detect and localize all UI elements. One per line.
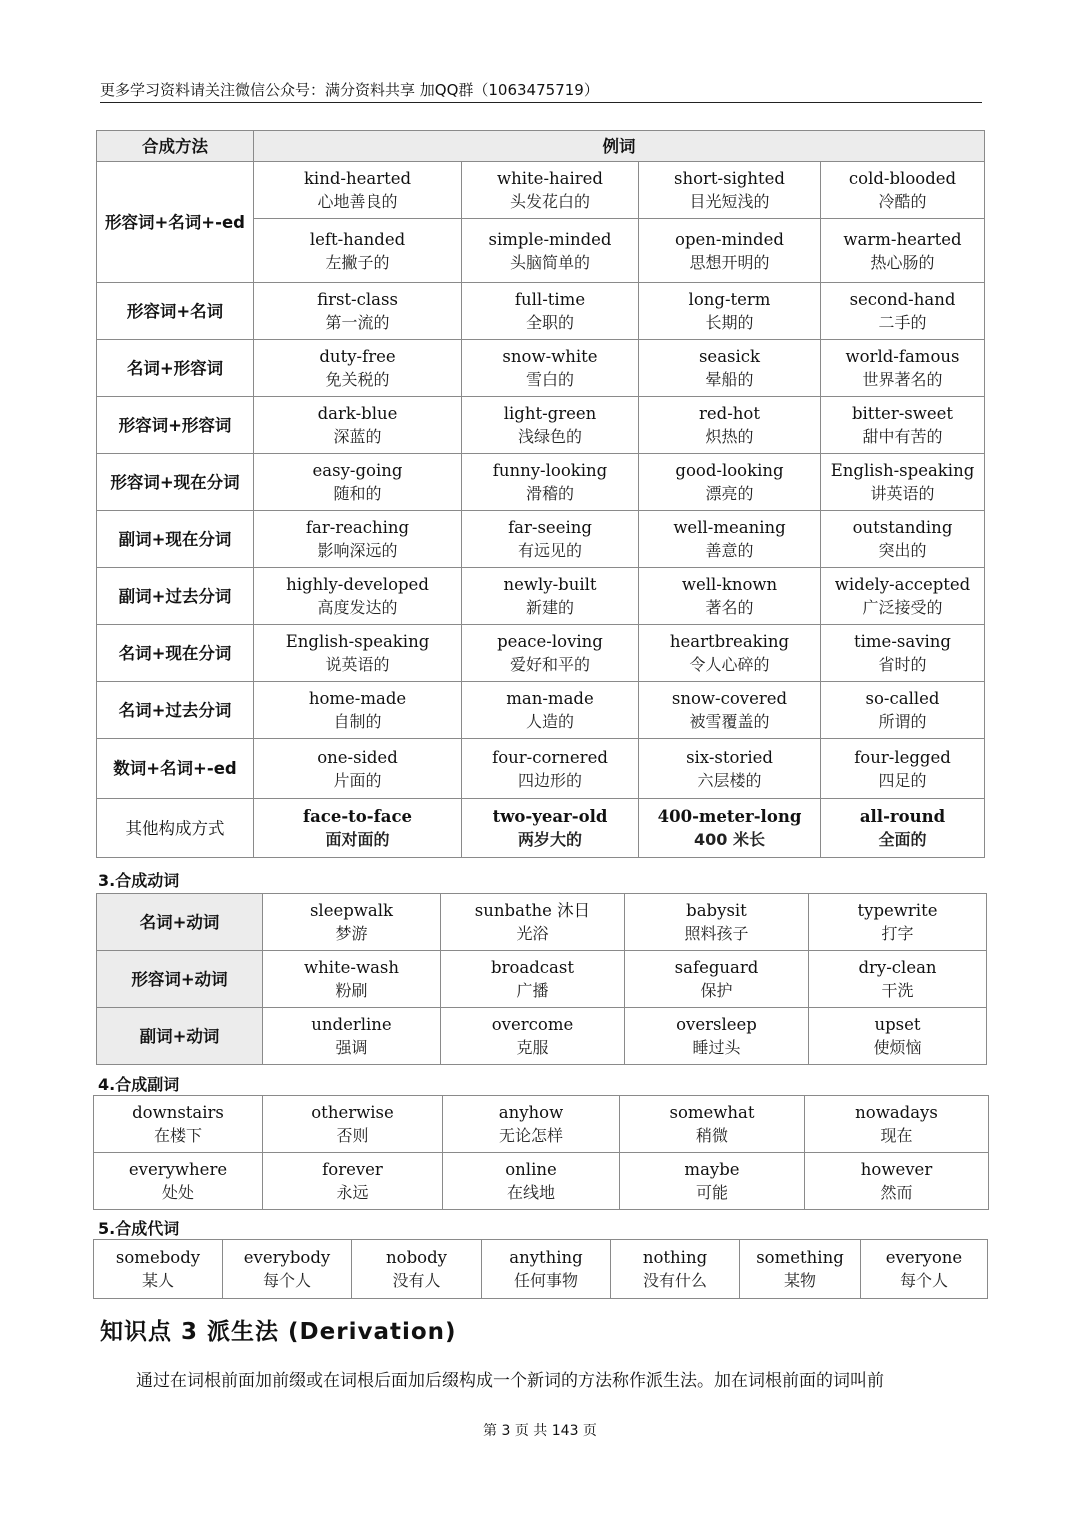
- compound-adjective-table: [96, 130, 985, 858]
- word-cell: four-legged 四足的: [821, 739, 985, 799]
- word-cell: cold-blooded 冷酷的: [821, 162, 985, 219]
- row-label: 形容词+名词+-ed: [97, 162, 254, 283]
- word-cell: bitter-sweet 甜中有苦的: [821, 397, 985, 454]
- word-cell: home-made 自制的: [254, 682, 462, 739]
- word-cell: forever 永远: [263, 1153, 443, 1210]
- word-cell: white-wash 粉刷: [263, 951, 441, 1008]
- word-cell: downstairs 在楼下: [94, 1096, 263, 1153]
- word-cell: red-hot 炽热的: [639, 397, 821, 454]
- word-cell: man-made 人造的: [462, 682, 639, 739]
- word-cell: simple-minded 头脑简单的: [462, 219, 639, 283]
- word-cell: left-handed 左撇子的: [254, 219, 462, 283]
- word-cell: anything 任何事物: [482, 1240, 611, 1299]
- word-cell: dark-blue 深蓝的: [254, 397, 462, 454]
- row-label: 副词+过去分词: [97, 568, 254, 625]
- header-examples: 例词: [254, 131, 985, 162]
- word-cell: well-meaning 善意的: [639, 511, 821, 568]
- word-cell: second-hand 二手的: [821, 283, 985, 340]
- word-cell: oversleep 睡过头: [625, 1008, 809, 1065]
- word-cell: online 在线地: [443, 1153, 620, 1210]
- word-cell: one-sided 片面的: [254, 739, 462, 799]
- body-paragraph: 通过在词根前面加前缀或在词根后面加后缀构成一个新词的方法称作派生法。加在词根前面的词叫前: [136, 1371, 884, 1391]
- word-cell: snow-covered 被雪覆盖的: [639, 682, 821, 739]
- word-cell: short-sighted 目光短浅的: [639, 162, 821, 219]
- word-cell: everywhere 处处: [94, 1153, 263, 1210]
- word-cell: far-seeing 有远见的: [462, 511, 639, 568]
- section-title-compound-pronouns: 5.合成代词: [98, 1219, 180, 1238]
- word-cell: six-storied 六层楼的: [639, 739, 821, 799]
- row-label: 名词+动词: [97, 894, 263, 951]
- word-cell: overcome 克服: [441, 1008, 625, 1065]
- word-cell: underline 强调: [263, 1008, 441, 1065]
- word-cell: time-saving 省时的: [821, 625, 985, 682]
- word-cell: otherwise 否则: [263, 1096, 443, 1153]
- word-cell: far-reaching 影响深远的: [254, 511, 462, 568]
- word-cell: peace-loving 爱好和平的: [462, 625, 639, 682]
- word-cell: four-cornered 四边形的: [462, 739, 639, 799]
- word-cell: maybe 可能: [620, 1153, 805, 1210]
- word-cell: world-famous 世界著名的: [821, 340, 985, 397]
- page-number: 第 3 页 共 143 页: [483, 1423, 597, 1439]
- word-cell: safeguard 保护: [625, 951, 809, 1008]
- word-cell: full-time 全职的: [462, 283, 639, 340]
- word-cell: widely-accepted 广泛接受的: [821, 568, 985, 625]
- word-cell: English-speaking 说英语的: [254, 625, 462, 682]
- word-cell: two-year-old 两岁大的: [462, 799, 639, 858]
- word-cell: babysit 照料孩子: [625, 894, 809, 951]
- section-title-compound-verbs: 3.合成动词: [98, 871, 180, 890]
- word-cell: nobody 没有人: [352, 1240, 482, 1299]
- word-cell: newly-built 新建的: [462, 568, 639, 625]
- word-cell: English-speaking 讲英语的: [821, 454, 985, 511]
- page-header: 更多学习资料请关注微信公众号：满分资料共享 加QQ群（1063475719）: [100, 80, 982, 103]
- word-cell: however 然而: [805, 1153, 989, 1210]
- compound-pronoun-table: [93, 1239, 988, 1299]
- word-cell: everyone 每个人: [861, 1240, 988, 1299]
- row-label: 形容词+形容词: [97, 397, 254, 454]
- word-cell: anyhow 无论怎样: [443, 1096, 620, 1153]
- word-cell: seasick 晕船的: [639, 340, 821, 397]
- word-cell: outstanding 突出的: [821, 511, 985, 568]
- row-label: 形容词+动词: [97, 951, 263, 1008]
- word-cell: light-green 浅绿色的: [462, 397, 639, 454]
- word-cell: snow-white 雪白的: [462, 340, 639, 397]
- word-cell: something 某物: [740, 1240, 861, 1299]
- word-cell: somewhat 稍微: [620, 1096, 805, 1153]
- word-cell: duty-free 免关税的: [254, 340, 462, 397]
- word-cell: typewrite 打字: [809, 894, 987, 951]
- word-cell: so-called 所谓的: [821, 682, 985, 739]
- word-cell: first-class 第一流的: [254, 283, 462, 340]
- word-cell: dry-clean 干洗: [809, 951, 987, 1008]
- word-cell: funny-looking 滑稽的: [462, 454, 639, 511]
- row-label: 副词+现在分词: [97, 511, 254, 568]
- header-method: 合成方法: [97, 131, 254, 162]
- section-title-compound-adverbs: 4.合成副词: [98, 1075, 180, 1094]
- word-cell: nothing 没有什么: [611, 1240, 740, 1299]
- row-label: 副词+动词: [97, 1008, 263, 1065]
- word-cell: somebody 某人: [94, 1240, 223, 1299]
- word-cell: sleepwalk 梦游: [263, 894, 441, 951]
- section-heading-derivation: 知识点 3 派生法 (Derivation): [100, 1319, 457, 1345]
- word-cell: open-minded 思想开明的: [639, 219, 821, 283]
- word-cell: sunbathe 沐日 光浴: [441, 894, 625, 951]
- word-cell: white-haired 头发花白的: [462, 162, 639, 219]
- compound-adverb-table: [93, 1095, 989, 1210]
- word-cell: broadcast 广播: [441, 951, 625, 1008]
- compound-verb-table: [96, 893, 987, 1065]
- word-cell: warm-hearted 热心肠的: [821, 219, 985, 283]
- word-cell: well-known 著名的: [639, 568, 821, 625]
- word-cell: everybody 每个人: [223, 1240, 352, 1299]
- row-label: 名词+形容词: [97, 340, 254, 397]
- word-cell: kind-hearted 心地善良的: [254, 162, 462, 219]
- row-label: 形容词+名词: [97, 283, 254, 340]
- word-cell: good-looking 漂亮的: [639, 454, 821, 511]
- row-label: 数词+名词+-ed: [97, 739, 254, 799]
- row-label: 名词+过去分词: [97, 682, 254, 739]
- word-cell: nowadays 现在: [805, 1096, 989, 1153]
- word-cell: face-to-face 面对面的: [254, 799, 462, 858]
- word-cell: heartbreaking 令人心碎的: [639, 625, 821, 682]
- word-cell: 400-meter-long 400 米长: [639, 799, 821, 858]
- word-cell: easy-going 随和的: [254, 454, 462, 511]
- word-cell: long-term 长期的: [639, 283, 821, 340]
- word-cell: upset 使烦恼: [809, 1008, 987, 1065]
- row-label: 形容词+现在分词: [97, 454, 254, 511]
- row-label: 名词+现在分词: [97, 625, 254, 682]
- word-cell: highly-developed 高度发达的: [254, 568, 462, 625]
- row-label: 其他构成方式: [97, 799, 254, 858]
- word-cell: all-round 全面的: [821, 799, 985, 858]
